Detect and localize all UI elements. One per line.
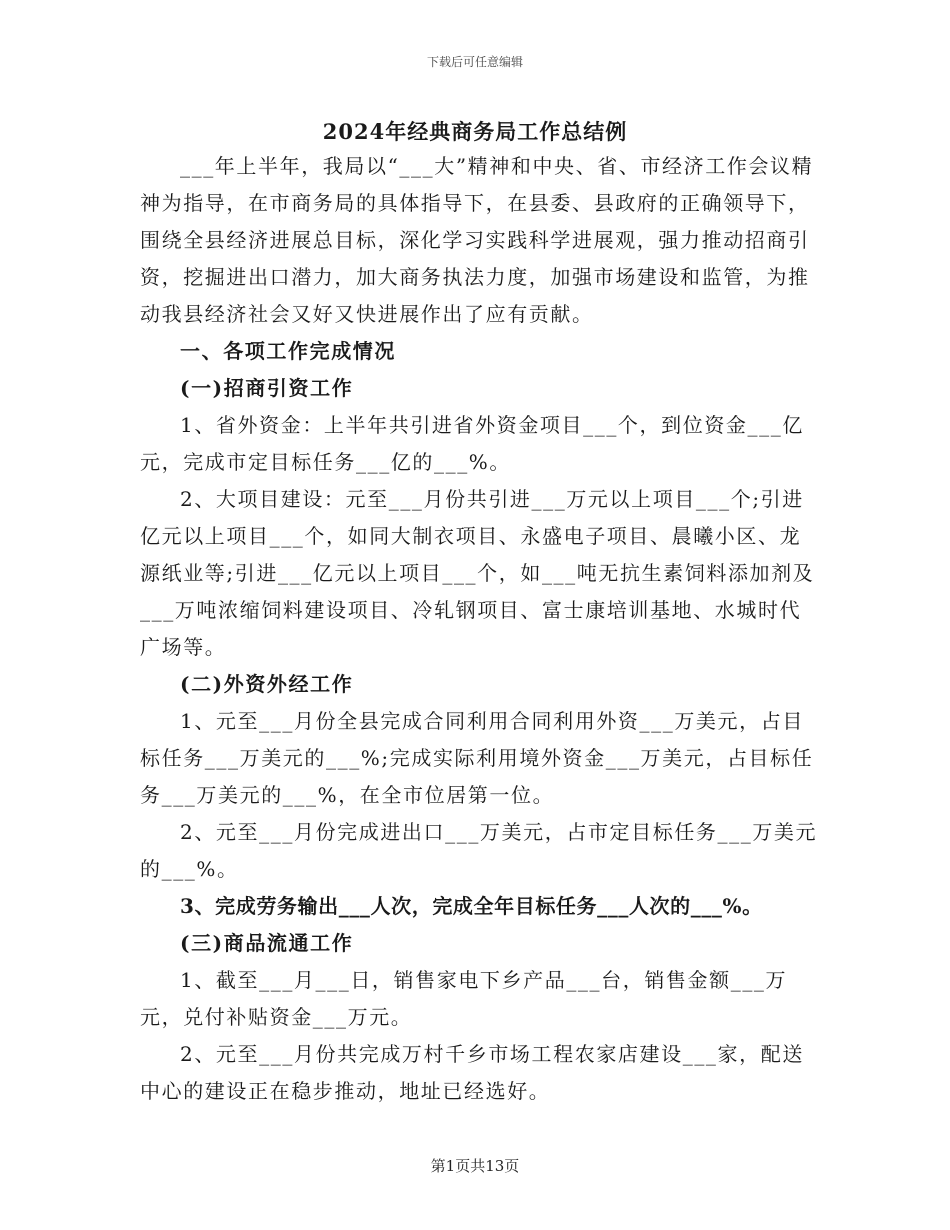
document-body bbox=[140, 148, 820, 1110]
paragraph-import-export: 2、元至___月份完成进出口___万美元，占市定目标任务___万美元的___%。 bbox=[140, 820, 818, 881]
paragraph-external-funds: 1、省外资金：上半年共引进省外资金项目___个，到位资金___亿元，完成市定目标任务___亿的___%。 bbox=[140, 413, 804, 474]
intro-paragraph: ___年上半年，我局以“___大”精神和中央、省、市经济工作会议精神为指导，在市商务局的具体指导下，在县委、县政府的正确领导下，围绕全县经济进展总目标，深化学习实践科学进展观，强力推动招商引资，挖掘进出口潜力，加大商务执法力度，加强市场建设和监管，为推动我县经济社会又好又快进展作出了应有贡献。 bbox=[140, 154, 814, 326]
paragraph-labor-export: 3、完成劳务输出___人次，完成全年目标任务___人次的___%。 bbox=[180, 894, 763, 918]
paragraph-rural-stores: 2、元至___月份共完成万村千乡市场工程农家店建设___家，配送中心的建设正在稳步推动，地址已经选好。 bbox=[140, 1042, 804, 1103]
subsection-heading-investment: (一)招商引资工作 bbox=[180, 376, 354, 400]
subsection-heading-foreign-trade: (二)外资外经工作 bbox=[180, 672, 354, 696]
download-note: 下载后可任意编辑 bbox=[426, 55, 523, 69]
subsection-heading-circulation: (三)商品流通工作 bbox=[180, 931, 354, 955]
document-title: 2024年经典商务局工作总结例 bbox=[322, 119, 628, 144]
section-heading-1: 一、各项工作完成情况 bbox=[180, 339, 396, 363]
paragraph-appliance-sales: 1、截至___月___日，销售家电下乡产品___台，销售金额___万元，兑付补贴资金___万元。 bbox=[140, 968, 788, 1029]
paragraph-foreign-capital: 1、元至___月份全县完成合同利用合同利用外资___万美元，占目标任务___万美元的___%;完成实际利用境外资金___万美元，占目标任务___万美元的___%，在全市位居第一位。 bbox=[140, 709, 814, 807]
page-number: 第1页共13页 bbox=[430, 1157, 520, 1175]
paragraph-major-projects: 2、大项目建设：元至___月份共引进___万元以上项目___个;引进亿元以上项目___个，如同大制衣项目、永盛电子项目、晨曦小区、龙源纸业等;引进___亿元以上项目___个，如___吨无抗生素饲料添加剂及___万吨浓缩饲料建设项目、冷轧钢项目、富士康培训基地、水城时代广场等。 bbox=[140, 487, 815, 659]
